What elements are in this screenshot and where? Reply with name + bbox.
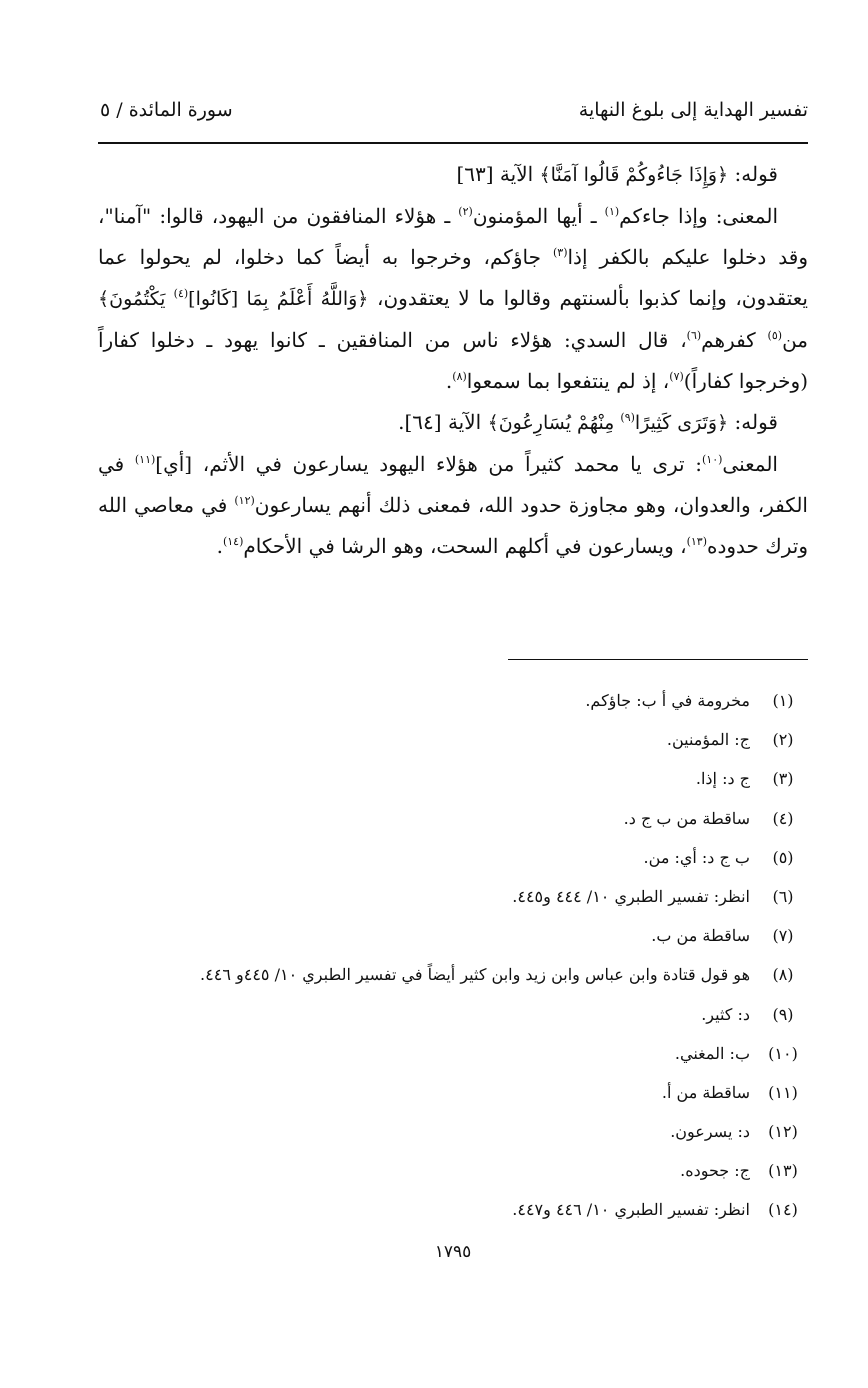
- footnote-text: مخرومة في أ ب: جاؤكم.: [585, 691, 750, 710]
- footnote-ref: (٣): [552, 246, 568, 259]
- footnote-ref: (٦): [686, 329, 702, 342]
- footnote-text: ساقطة من أ.: [661, 1082, 750, 1102]
- footnote-text: هو قول قتادة وابن عباس وابن زيد وابن كثير أيضاً في تفسير الطبري ١٠/ ٤٤٥و ٤٤٦.: [200, 965, 750, 985]
- text-run: ، قال السدي: هؤلاء ناس من المنافقين ـ كانوا يهود ـ دخلوا كفاراً (وخرجوا كفاراً): [98, 328, 808, 393]
- footnote-number: (١٢): [768, 1122, 798, 1142]
- footnote-text: ساقطة من ب.: [651, 926, 750, 946]
- footnote-text: ساقطة من ب ج د.: [623, 808, 750, 828]
- footnote-ref: (٤): [173, 287, 189, 300]
- footnote-ref: (١٠): [702, 453, 723, 466]
- text-run: من: [782, 328, 808, 352]
- surah-label: سورة المائدة / ٥: [100, 99, 233, 121]
- footnote-item: [98, 845, 808, 884]
- footnote-number: (٧): [772, 926, 794, 946]
- running-header: [98, 92, 808, 128]
- page: [98, 92, 808, 1352]
- footnote-text: ب ج د: أي: من.: [643, 847, 750, 867]
- commentary-paragraph: [98, 196, 808, 402]
- footnote-text: ج: المؤمنين.: [666, 730, 750, 750]
- footnote-item: [98, 806, 808, 845]
- footnote-number: (٥): [772, 847, 794, 867]
- heading-suffix: الآية [٦٤].: [398, 410, 488, 434]
- footnote-text: ب: المغني.: [674, 1043, 750, 1063]
- footnote-number: (٢): [772, 730, 794, 750]
- footnote-item: [98, 1002, 808, 1041]
- text-run: كفرهم: [701, 328, 768, 352]
- heading-suffix: الآية [٦٣]: [456, 162, 540, 186]
- footnote-ref: (١٣): [686, 535, 707, 548]
- header-divider: [98, 142, 808, 144]
- text-run: في معاصي الله وترك حدوده: [98, 493, 808, 558]
- text-run: المعنى: [722, 452, 778, 476]
- footnote-number: (٦): [772, 886, 794, 906]
- heading-prefix: قوله:: [728, 410, 778, 434]
- footnote-divider: [508, 659, 808, 660]
- footnote-ref: (١٤): [222, 535, 244, 548]
- footnote-ref: (٥): [767, 329, 783, 342]
- footnote-number: (١): [772, 691, 794, 710]
- footnote-text: ج: جحوده.: [680, 1161, 750, 1181]
- footnote-item: [98, 962, 808, 1001]
- footnote-text: د: كثير.: [701, 1004, 750, 1024]
- footnote-number: (٤): [772, 808, 794, 828]
- footnote-number: (٣): [772, 769, 794, 789]
- footnotes-list: [98, 688, 808, 1237]
- text-run: ـ أيها المؤمنون: [472, 204, 605, 228]
- text-run: في الكفر، والعدوان، وهو مجاوزة حدود الله، فمعنى ذلك أنهم يسارعون: [98, 452, 808, 517]
- verse-heading-63: [98, 154, 808, 196]
- footnote-number: (٨): [772, 965, 794, 985]
- main-text: [98, 154, 808, 567]
- text-run: .: [445, 369, 453, 393]
- book-title: تفسير الهداية إلى بلوغ النهاية: [578, 99, 808, 121]
- footnote-number: (٩): [772, 1004, 794, 1024]
- heading-prefix: قوله:: [728, 162, 778, 186]
- footnote-item: [98, 1158, 808, 1197]
- footnote-ref: (٨): [452, 370, 467, 383]
- text-run: ، إذ لم ينتفعوا بما سمعوا: [466, 369, 670, 393]
- footnote-text: انظر: تفسير الطبري ١٠/ ٤٤٦ و٤٤٧.: [512, 1200, 750, 1220]
- footnote-number: (١٠): [768, 1043, 798, 1063]
- footnote-item: [98, 688, 808, 727]
- footnote-number: (١٣): [768, 1161, 798, 1181]
- footnote-item: [98, 884, 808, 923]
- text-run: .: [216, 534, 223, 558]
- footnote-text: ج د: إذا.: [695, 769, 750, 789]
- footnote-text: انظر: تفسير الطبري ١٠/ ٤٤٤ و٤٤٥.: [512, 886, 750, 906]
- footnote-item: [98, 1119, 808, 1158]
- footnote-item: [98, 1080, 808, 1119]
- text-run: ـ هؤلاء المنافقون من اليهود، قالوا: "آمنا"، وقد دخلوا عليكم بالكفر إذا: [98, 204, 808, 269]
- footnote-item: [98, 923, 808, 962]
- quran-quote: مِنْهُمْ يُسَارِعُونَ﴾: [487, 412, 621, 434]
- quran-quote: ﴿وَتَرَى كَثِيرًا: [634, 412, 729, 434]
- verse-heading-64: [98, 402, 808, 444]
- footnote-item: [98, 766, 808, 805]
- footnote-ref: (٢): [458, 205, 473, 218]
- commentary-paragraph: [98, 444, 808, 567]
- quran-quote: يَكْتُمُونَ﴾: [98, 288, 174, 310]
- footnote-number: (١١): [768, 1082, 798, 1102]
- footnote-item: [98, 1197, 808, 1236]
- quran-quote: ﴿وَاللَّهُ أَعْلَمُ بِمَا [كَانُوا]: [188, 288, 369, 310]
- page-number: ١٧٩٥: [434, 1242, 472, 1262]
- footnote-ref: (٧): [669, 370, 684, 383]
- footnote-ref: (٩): [620, 411, 635, 424]
- footnote-ref: (١٢): [234, 494, 255, 507]
- quran-quote: ﴿وَإِذَا جَاءُوكُمْ قَالُوا آمَنَّا﴾: [539, 164, 729, 186]
- text-run: : ترى يا محمد كثيراً من هؤلاء اليهود يسارعون في الأثم، [أي]: [155, 452, 702, 476]
- text-run: جاؤكم، وخرجوا به أيضاً كما دخلوا، لم يحولوا عما يعتقدون، وإنما كذبوا بألسنتهم وقالوا ما لا يعتقدون،: [98, 245, 808, 310]
- footnote-ref: (١): [604, 205, 620, 218]
- text-run: ، ويسارعون في أكلهم السحت، وهو الرشا في الأحكام: [243, 534, 687, 558]
- footnote-item: [98, 727, 808, 766]
- footnote-text: د: يسرعون.: [670, 1122, 750, 1142]
- footnote-ref: (١١): [134, 453, 156, 466]
- text-run: المعنى: وإذا جاءكم: [619, 204, 778, 228]
- footnote-number: (١٤): [768, 1200, 798, 1220]
- footnote-item: [98, 1041, 808, 1080]
